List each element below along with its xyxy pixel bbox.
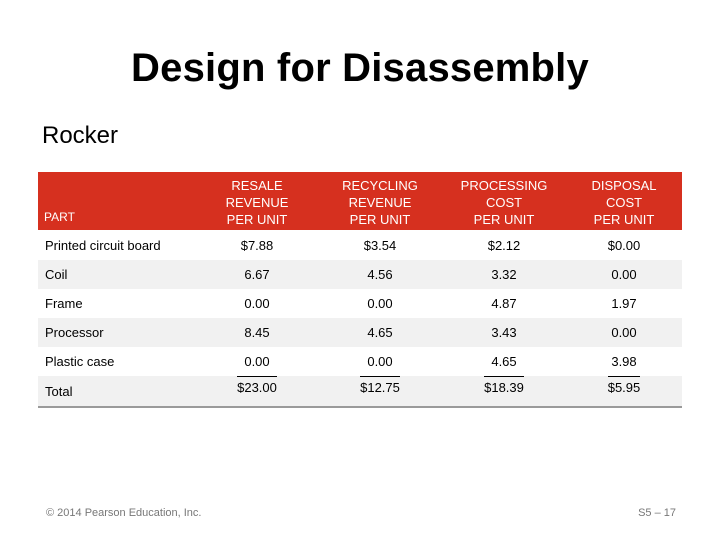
table-row <box>38 289 682 318</box>
table-row <box>38 230 682 260</box>
cell-processing: 3.43 <box>491 325 517 340</box>
header-recycling-line-1: RECYCLING <box>342 178 418 193</box>
cell-processing: 3.32 <box>491 267 517 282</box>
cell-part: Processor <box>45 325 104 340</box>
total-disposal: $5.95 <box>608 376 641 395</box>
total-recycling: $12.75 <box>360 376 400 395</box>
cell-part: Plastic case <box>45 354 115 369</box>
total-resale: $23.00 <box>237 376 277 395</box>
total-row <box>38 376 682 407</box>
cell-resale: 0.00 <box>244 354 270 369</box>
page-number: S5 – 17 <box>638 507 676 519</box>
cell-processing: 4.87 <box>491 296 517 311</box>
header-resale-line-3: PER UNIT <box>226 212 288 227</box>
table-row <box>38 260 682 289</box>
header-part: PART <box>44 210 75 224</box>
header-resale-line-1: RESALE <box>231 178 283 193</box>
header-recycling-line-2: REVENUE <box>348 195 412 210</box>
cell-recycling-total <box>318 376 442 407</box>
cell-recycling: $3.54 <box>363 237 397 253</box>
cell-resale: 8.45 <box>244 325 270 340</box>
cell-disposal: 0.00 <box>611 267 637 282</box>
table-row <box>38 347 682 376</box>
table-header <box>38 172 682 230</box>
header-processing <box>442 172 566 230</box>
header-resale-line-2: REVENUE <box>225 195 289 210</box>
slide-subtitle: Rocker <box>42 122 119 149</box>
header-recycling-line-3: PER UNIT <box>349 212 411 227</box>
header-processing-line-3: PER UNIT <box>473 212 535 227</box>
cell-processing: 4.65 <box>491 354 517 369</box>
cell-disposal: 1.97 <box>611 296 637 311</box>
table-row <box>38 318 682 347</box>
header-disposal <box>566 172 682 230</box>
cell-recycling: 4.65 <box>367 325 393 340</box>
header-resale <box>196 172 318 230</box>
cell-recycling: 4.56 <box>367 267 393 282</box>
header-recycling <box>318 172 442 230</box>
cost-table <box>38 172 682 408</box>
cell-part: Coil <box>45 267 68 282</box>
cell-disposal: 0.00 <box>611 325 637 340</box>
cell-processing: $2.12 <box>487 237 521 253</box>
cell-disposal-total <box>566 376 682 407</box>
header-disposal-line-1: DISPOSAL <box>591 178 657 193</box>
copyright-text: © 2014 Pearson Education, Inc. <box>46 507 202 519</box>
cell-part: Total <box>38 376 196 407</box>
slide-title: Design for Disassembly <box>131 46 589 90</box>
cell-part: Frame <box>45 296 83 311</box>
cell-resale: $7.88 <box>240 237 274 253</box>
total-processing: $18.39 <box>484 376 524 395</box>
cell-part: Printed circuit board <box>45 237 161 253</box>
cell-disposal: $0.00 <box>607 237 641 253</box>
cell-resale-total <box>196 376 318 407</box>
header-processing-line-1: PROCESSING <box>460 178 548 193</box>
cell-resale: 0.00 <box>244 296 270 311</box>
cell-processing-total <box>442 376 566 407</box>
header-disposal-line-2: COST <box>605 195 643 210</box>
cell-recycling: 0.00 <box>367 354 393 369</box>
cell-disposal: 3.98 <box>611 354 637 369</box>
cell-resale: 6.67 <box>244 267 270 282</box>
header-disposal-line-3: PER UNIT <box>593 212 655 227</box>
cell-recycling: 0.00 <box>367 296 393 311</box>
header-processing-line-2: COST <box>485 195 523 210</box>
